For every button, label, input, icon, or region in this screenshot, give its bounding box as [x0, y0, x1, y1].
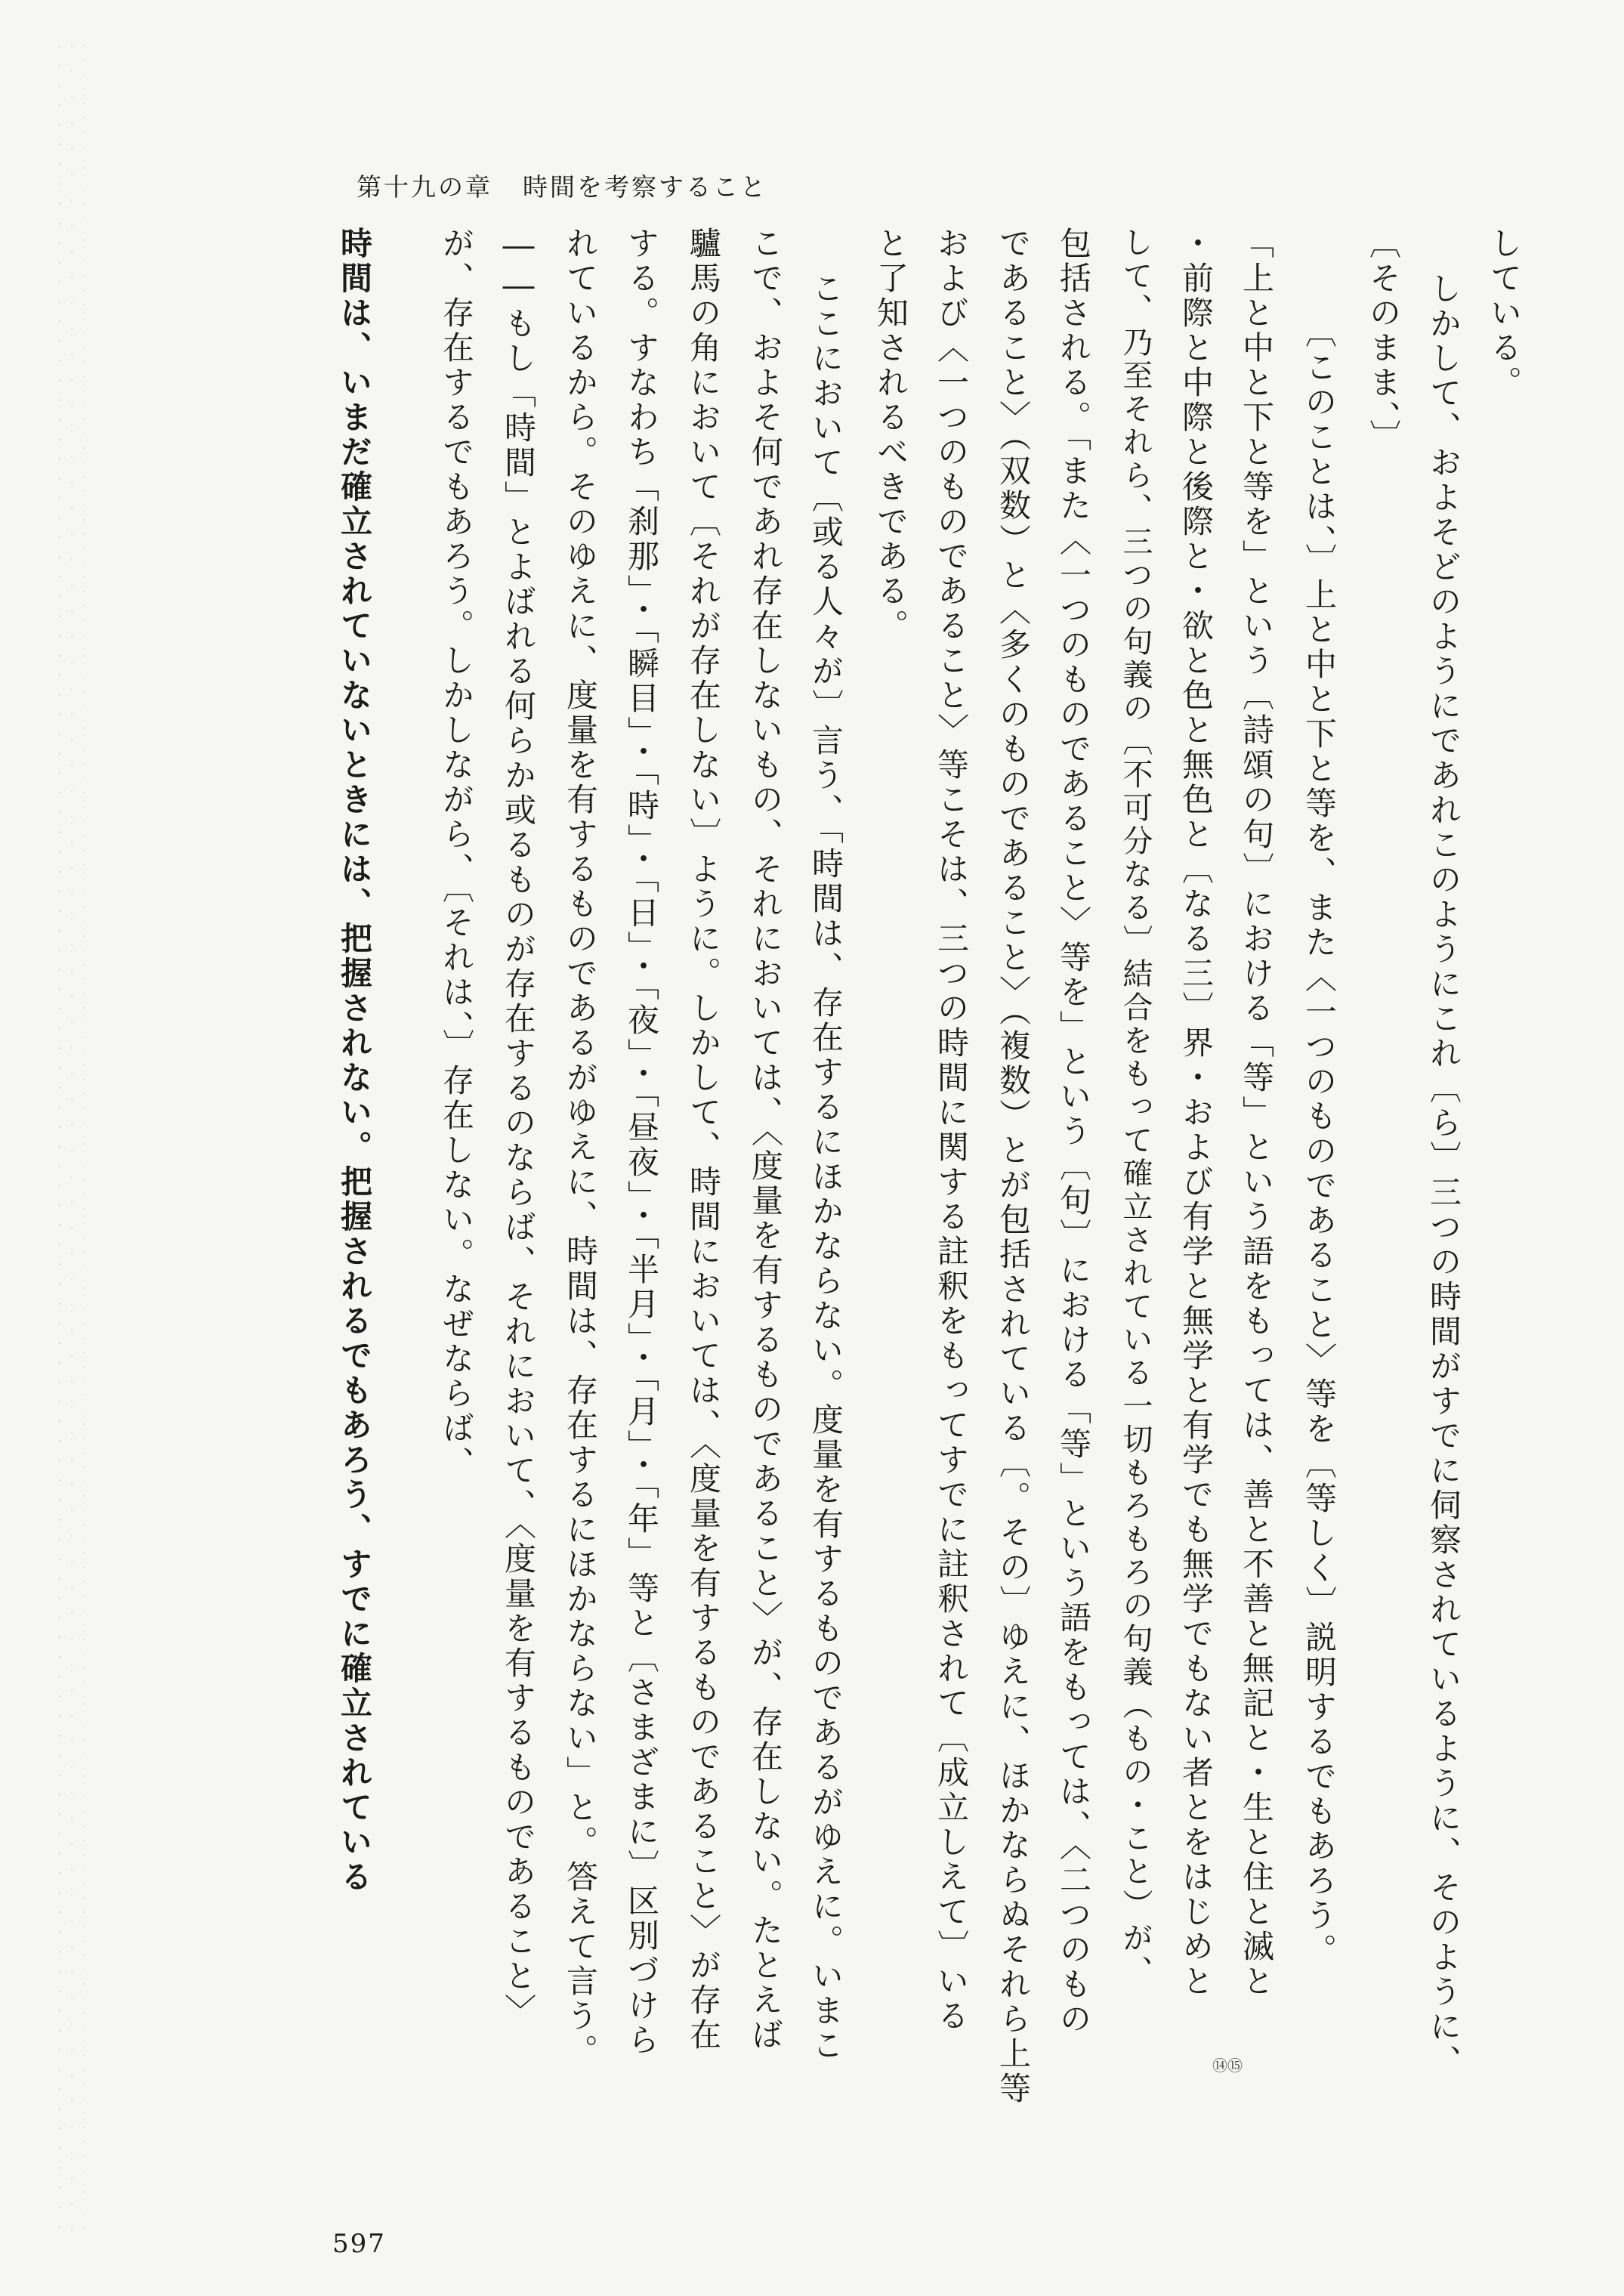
- body-line-1: している。: [1486, 227, 1523, 400]
- body-line-17: ――もし「時間」とよばれる何らか或るものが存在するのならば、それにおいて、〈度量を有するものであること〉: [500, 227, 537, 2029]
- body-line-13: こで、およそ何であれ存在しないもの、それにおいては、〈度量を有するものであること〉が、存在しない。たとえば: [747, 227, 784, 2053]
- body-line-3: 〔そのまま、〕: [1365, 227, 1402, 454]
- body-line-4: 〔このことは、〕上と中と下と等を、また〈一つのものであること〉等を〔等しく〕説明するでもあろう。: [1301, 316, 1338, 1968]
- body-line-6: ・前際と中際と後際と・欲と色と無色と〔なる三〕界・および有学と無学と有学でも無学でもない者とをはじめと: [1178, 227, 1215, 1999]
- body-line-16: れているから。そのゆえに、度量を有するものであるがゆえに、時間は、存在するにほかならない」と。答えて言う。: [562, 227, 599, 2069]
- body-line-12: ここにおいて〔或る人々が〕言う、「時間は、存在するにほかならない。度量を有するものであるがゆえに。いまこ: [807, 272, 844, 2063]
- body-line-15: する。すなわち「刹那」・「瞬目」・「時」・「日」・「夜」・「昼夜」・「半月」・「月」・「年」等と〔さまざまに〕区別づけら: [623, 227, 660, 2058]
- body-line-5: 「上と中と下と等を」という〔詩頌の句〕における「等」という語をもっては、善と不善と無記と・生と住と滅と: [1238, 227, 1275, 1999]
- body-line-2: しかして、およそどのようにであれこのようにこれ〔ら〕三つの時間がすでに伺察されているように、そのように、: [1425, 272, 1462, 2079]
- body-line-7: して、乃至それら、三つの句義の〔不可分なる〕結合をもって確立されている一切もろもろの句義（もの・こと）が、: [1118, 227, 1153, 1989]
- body-line-10: および〈一つのものであること〉等こそは、三つの時間に関する註釈をもってすでに註釈されて〔成立しえて〕いる: [933, 227, 970, 2034]
- scan-gutter-marks: [53, 45, 121, 2236]
- body-line-9: であること〉（双数）と〈多くのものであること〉（複数）とが包括されている〔。その〕ゆえに、ほかならぬそれら上等: [995, 227, 1032, 2106]
- page-number: 597: [332, 2229, 386, 2259]
- body-line-14: 驢馬の角において〔それが存在しない〕ように。しかして、時間においては、〈度量を有するものであること〉が存在: [685, 227, 722, 2053]
- running-head: [357, 168, 767, 203]
- chapter-title: 時間を考察すること: [523, 172, 767, 202]
- body-line-11: と了知されるべきである。: [872, 227, 909, 644]
- body-line-18: が、存在するでもあろう。しかしながら、〔それは、〕存在しない。なぜならば、: [438, 227, 475, 1481]
- chapter-label: 第十九の章: [357, 172, 492, 202]
- verse-line-bold: 時間は、いまだ確立されていないときには、把握されない。把握されるでもあろう、すでに確立されている: [336, 227, 373, 1895]
- line-marker: ⑭⑮: [1212, 2057, 1243, 2075]
- body-line-8: 包括される。「また〈一つのものであること〉等を」という〔句〕における「等」という語をもっては、〈二つのもの: [1055, 227, 1092, 2037]
